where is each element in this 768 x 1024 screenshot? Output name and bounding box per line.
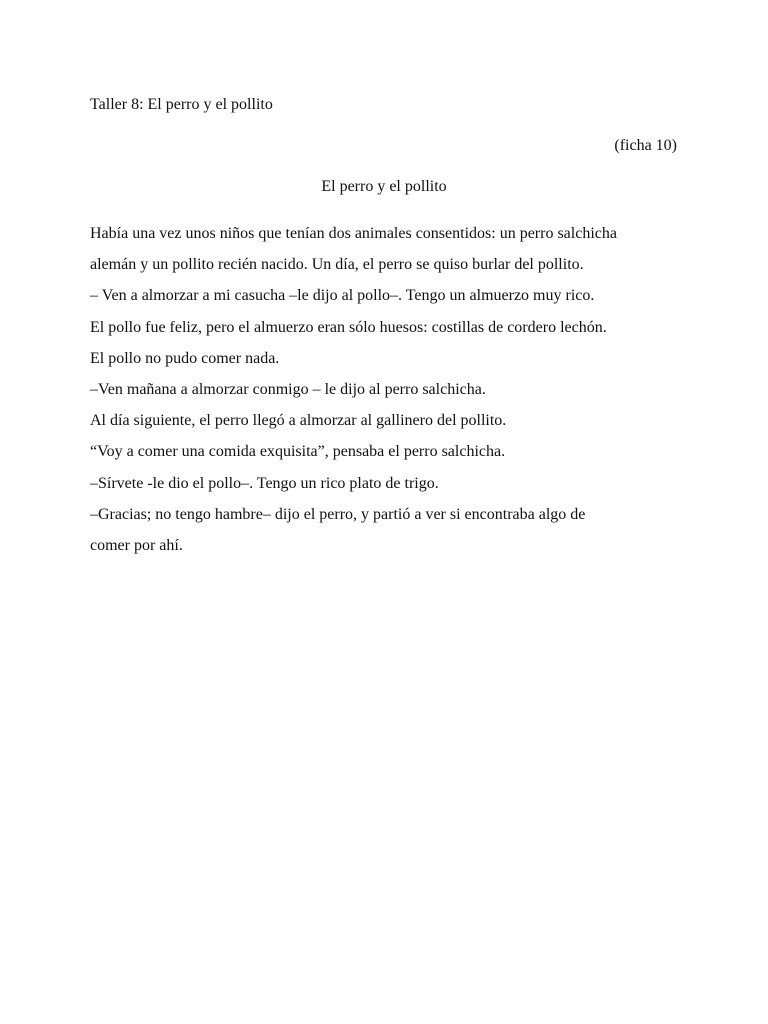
workshop-title: Taller 8: El perro y el pollito bbox=[90, 96, 273, 113]
story-line: – Ven a almorzar a mi casucha –le dijo al pollo–. Tengo un almuerzo muy rico. bbox=[90, 287, 595, 305]
story-line: –Sírvete -le dio el pollo–. Tengo un rico plato de trigo. bbox=[90, 474, 439, 492]
story-line: Había una vez unos niños que tenían dos animales consentidos: un perro salchicha bbox=[90, 225, 617, 242]
sheet-reference: (ficha 10) bbox=[614, 137, 677, 154]
story-line: El pollo no pudo comer nada. bbox=[90, 349, 280, 367]
story-title: El perro y el pollito bbox=[321, 178, 447, 195]
story-body bbox=[90, 218, 690, 561]
story-line: alemán y un pollito recién nacido. Un día, el perro se quiso burlar del pollito. bbox=[90, 256, 584, 274]
story-line: El pollo fue feliz, pero el almuerzo eran sólo huesos: costillas de cordero lechón. bbox=[90, 318, 607, 336]
story-line: “Voy a comer una comida exquisita”, pensaba el perro salchicha. bbox=[90, 443, 506, 461]
story-line: –Gracias; no tengo hambre– dijo el perro, y partió a ver si encontraba algo de bbox=[90, 505, 586, 523]
story-line: –Ven mañana a almorzar conmigo – le dijo al perro salchicha. bbox=[90, 381, 486, 399]
story-line: comer por ahí. bbox=[90, 537, 183, 555]
story-line: Al día siguiente, el perro llegó a almorzar al gallinero del pollito. bbox=[90, 412, 507, 430]
